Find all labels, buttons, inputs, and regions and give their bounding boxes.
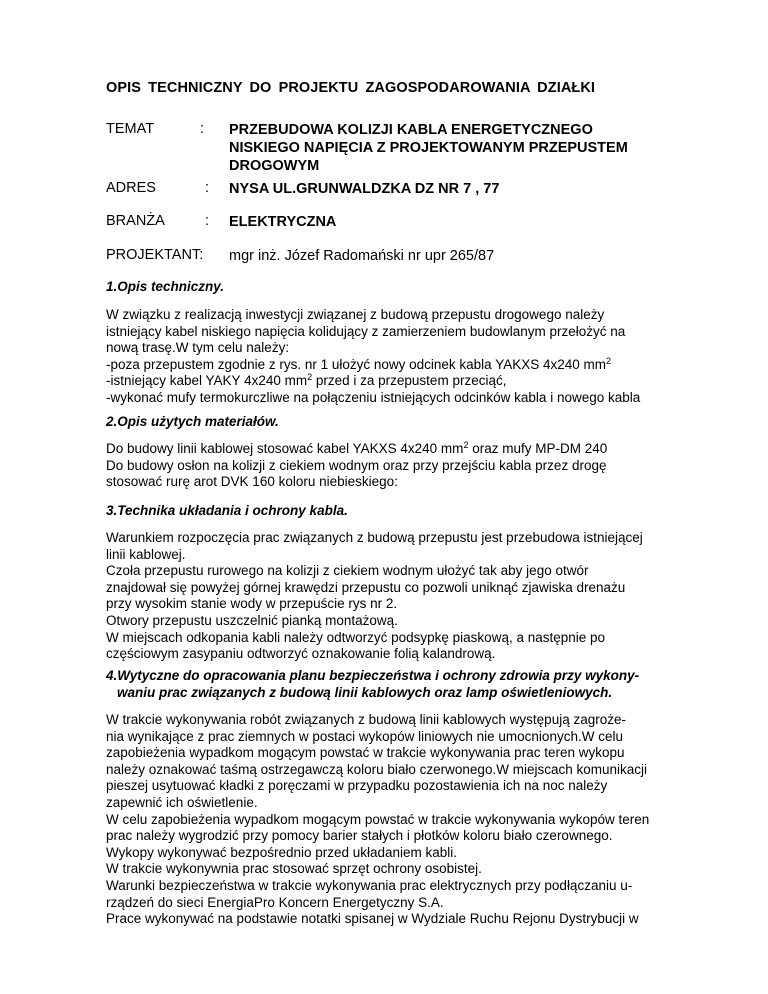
paragraph-line: stosować rurę arot DVK 160 koloru niebieskiego: [106, 474, 398, 490]
branza-label: BRANŻA [106, 213, 165, 229]
paragraph-line: zapewnić ich oświetlenie. [106, 794, 258, 810]
paragraph-line: należy oznakować taśmą ostrzegawczą koloru biało czerwonego.W miejscach komunikacji [106, 761, 647, 777]
paragraph-line: nową trasę.W tym celu należy: [106, 340, 290, 356]
projektant-label: PROJEKTANT: [106, 247, 204, 263]
temat-value-line: DROGOWYM [229, 158, 320, 174]
superscript: 2 [606, 355, 612, 366]
text-run: -poza przepustem zgodnie z rys. nr 1 ułożyć nowy odcinek kabla YAKXS 4x240 mm [106, 356, 606, 372]
section-4-heading [106, 667, 696, 701]
paragraph-line: W miejscach odkopania kabli należy odtworzyć podsypkę piaskową, a następnie po [106, 629, 606, 645]
paragraph-line [106, 441, 686, 458]
paragraph-line: Czoła przepustu rurowego na kolizji z ciekiem wodnym ułożyć tak aby jego otwór [106, 563, 589, 579]
text-run: -istniejący kabel YAKY 4x240 mm [106, 373, 308, 389]
paragraph-line: przy wysokim stanie wody w przepuście rys nr 2. [106, 596, 398, 612]
paragraph-line: -wykonać mufy termokurczliwe na połączeniu istniejących odcinków kabla i nowego kabla [106, 389, 641, 405]
paragraph-line: Wykopy wykonywać bezpośrednio przed układaniem kabli. [106, 844, 458, 860]
paragraph-line: W trakcie wykonywnia prac stosować sprzęt ochrony osobistej. [106, 861, 482, 877]
paragraph-line: rządzeń do sieci EnergiaPro Koncern Energetyczny S.A. [106, 894, 444, 910]
paragraph-line: pieszej usytuować kładki z poręczami w przypadku pozostawienia ich na noc należy [106, 778, 608, 794]
temat-colon: : [200, 121, 205, 137]
section-3-heading: 3.Technika układania i ochrony kabla. [106, 503, 348, 518]
branza-colon: : [205, 213, 210, 229]
paragraph-line: Do budowy osłon na kolizji z ciekiem wodnym oraz przy przejściu kabla przez drogę [106, 457, 607, 473]
document-title: OPIS TECHNICZNY DO PROJEKTU ZAGOSPODAROWANIA DZIAŁKI [106, 80, 596, 96]
text-run: Do budowy linii kablowej stosować kabel YAKXS 4x240 mm [106, 441, 464, 456]
temat-value-line: NISKIEGO NAPIĘCIA Z PROJEKTOWANYM PRZEPUSTEM [229, 140, 628, 156]
superscript: 2 [463, 440, 469, 450]
paragraph-line: W trakcie wykonywania robót związanych z budową linii kablowych występują zagroże- [106, 712, 626, 727]
text-run: oraz mufy MP-DM 240 [468, 441, 608, 456]
paragraph-line: znajdował się powyżej górnej krawędzi przepustu co pozwoli uniknąć zjawiska drenażu [106, 579, 626, 595]
paragraph-line: częściowym zasypaniu odtworzyć oznakowanie folią kalandrową. [106, 646, 496, 662]
paragraph-line: istniejący kabel niskiego napięcia kolidujący z zamierzeniem budowlanym przełożyć na [106, 323, 626, 339]
section-3-body [106, 530, 686, 663]
paragraph-line: Warunki bezpieczeństwa w trakcie wykonywania prac elektrycznych przy podłączaniu u- [106, 877, 633, 893]
adres-value: NYSA UL.GRUNWALDZKA DZ NR 7 , 77 [229, 181, 500, 197]
adres-label: ADRES [106, 180, 156, 196]
paragraph-line [106, 373, 686, 390]
section-1-heading: 1.Opis techniczny. [106, 279, 225, 294]
paragraph-line: Prace wykonywać na podstawie notatki spisanej w Wydziale Ruchu Rejonu Dystrybucji w [106, 911, 639, 927]
section-2-body [106, 441, 686, 491]
heading-line: 4.Wytyczne do opracowania planu bezpieczeństwa i ochrony zdrowia przy wykony- [106, 668, 640, 683]
adres-colon: : [205, 180, 210, 196]
paragraph-line: zapobieżenia wypadkom mogącym powstać w trakcie wykonywania prac teren wykopu [106, 745, 625, 761]
heading-line: waniu prac związanych z budową linii kablowych oraz lamp oświetleniowych. [117, 685, 613, 700]
section-1-body [106, 307, 686, 407]
paragraph-line: Warunkiem rozpoczęcia prac związanych z budową przepustu jest przebudowa istniejącej [106, 530, 643, 545]
projektant-value: mgr inż. Józef Radomański nr upr 265/87 [229, 248, 495, 264]
paragraph-line: nia wynikające z prac ziemnych w postaci wykopów liniowych nie umocnionych.W celu [106, 728, 623, 744]
temat-value [229, 121, 628, 175]
temat-label: TEMAT [106, 121, 155, 137]
paragraph-line [106, 357, 686, 374]
section-4-body [106, 712, 686, 928]
branza-value: ELEKTRYCZNA [229, 214, 337, 230]
temat-value-line: PRZEBUDOWA KOLIZJI KABLA ENERGETYCZNEGO [229, 122, 593, 138]
paragraph-line: prac należy wygrodzić przy pomocy barier stałych i płotków koloru biało czerownego. [106, 828, 613, 844]
paragraph-line: Otwory przepustu uszczelnić pianką montażową. [106, 612, 398, 628]
paragraph-line: W związku z realizacją inwestycji związanej z budową przepustu drogowego należy [106, 307, 605, 322]
superscript: 2 [307, 372, 313, 383]
section-2-heading: 2.Opis użytych materiałów. [106, 414, 279, 429]
paragraph-line: linii kablowej. [106, 546, 186, 562]
paragraph-line: W celu zapobieżenia wypadkom mogącym powstać w trakcie wykonywania wykopów teren [106, 811, 650, 827]
text-run: przed i za przepustem przeciąć, [312, 373, 507, 389]
